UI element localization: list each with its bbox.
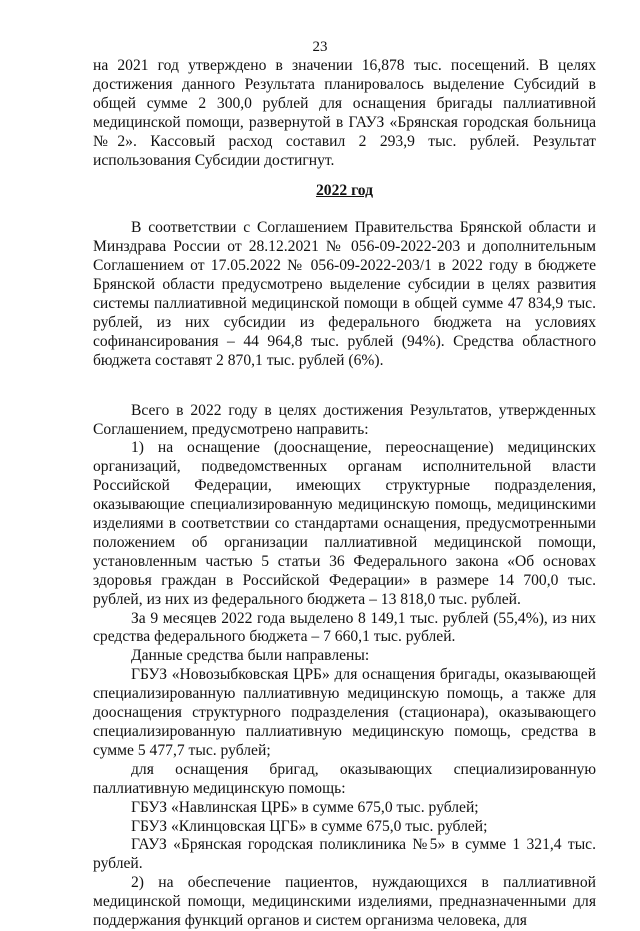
page-content: [93, 57, 596, 931]
paragraph: на 2021 год утверждено в значении 16,878 тыс. посещений. В целях достижения данного Результата планировалось выделение Субсидий в общей сумме 2 300,0 рублей для оснащения бригады паллиативной медицинской помощи, развернутой в ГАУЗ «Брянская городская больница №2». Кассовый расход составил 2 293,9 тыс. рублей. Результат использования Субсидии достигнут.: [93, 57, 596, 169]
section-heading: 2022 год: [315, 182, 373, 200]
paragraph: Всего в 2022 году в целях достижения Результатов, утвержденных Соглашением, предусмотрено направить:: [93, 401, 596, 438]
paragraph: За 9 месяцев 2022 года выделено 8 149,1 тыс. рублей (55,4%), из них средства федерального бюджета – 7 660,1 тыс. рублей.: [93, 609, 596, 646]
paragraph: ГАУЗ «Брянская городская поликлиника №5» в сумме 1 321,4 тыс. рублей.: [93, 836, 596, 873]
paragraph: для оснащения бригад, оказывающих специализированную паллиативную медицинскую помощь:: [93, 760, 596, 797]
paragraph: ГБУЗ «Клинцовская ЦГБ» в сумме 675,0 тыс. рублей;: [131, 817, 488, 835]
paragraph: В соответствии с Соглашением Правительства Брянской области и Минздрава России от 28.12.2021 № 056-09-2022-203 и дополнительным Соглашением от 17.05.2022 № 056-09-2022-203/1 в 2022 году в бюджете Брянской области предусмотрено выделение субсидии в целях развития системы паллиативной медицинской помощи в общей сумме 47 834,9 тыс. рублей, из них субсидии из федерального бюджета на условиях софинансирования – 44 964,8 тыс. рублей (94%). Средства областного бюджета составят 2 870,1 тыс. рублей (6%).: [93, 219, 596, 369]
list-item: 2) на обеспечение пациентов, нуждающихся в паллиативной медицинской помощи, медицинскими изделиями, предназначенными для поддержания функций органов и систем организма человека, для: [93, 874, 596, 930]
paragraph: Данные средства были направлены:: [131, 647, 370, 665]
paragraph: ГБУЗ «Навлинская ЦРБ» в сумме 675,0 тыс. рублей;: [131, 798, 479, 816]
list-item: 1) на оснащение (дооснащение, переоснащение) медицинских организаций, подведомственных органам исполнительной власти Российской Федерации, имеющих структурные подразделения, оказывающие специализированную медицинскую помощь, медицинскими изделиями в соответствии со стандартами оснащения, предусмотренными положением об организации паллиативной медицинской помощи, установленным частью 5 статьи 36 Федерального закона «Об основах здоровья граждан в Российской Федерации» в размере 14 700,0 тыс. рублей, из них из федерального бюджета – 13 818,0 тыс. рублей.: [93, 439, 596, 608]
paragraph: ГБУЗ «Новозыбковская ЦРБ» для оснащения бригады, оказывающей специализированную паллиативную медицинскую помощь, а также для дооснащения структурного подразделения (стационара), оказывающего специализированную паллиативную медицинскую помощь, средства в сумме 5 477,7 тыс. рублей;: [93, 666, 596, 759]
spacer: [93, 371, 596, 402]
page-number: 23: [312, 39, 328, 55]
